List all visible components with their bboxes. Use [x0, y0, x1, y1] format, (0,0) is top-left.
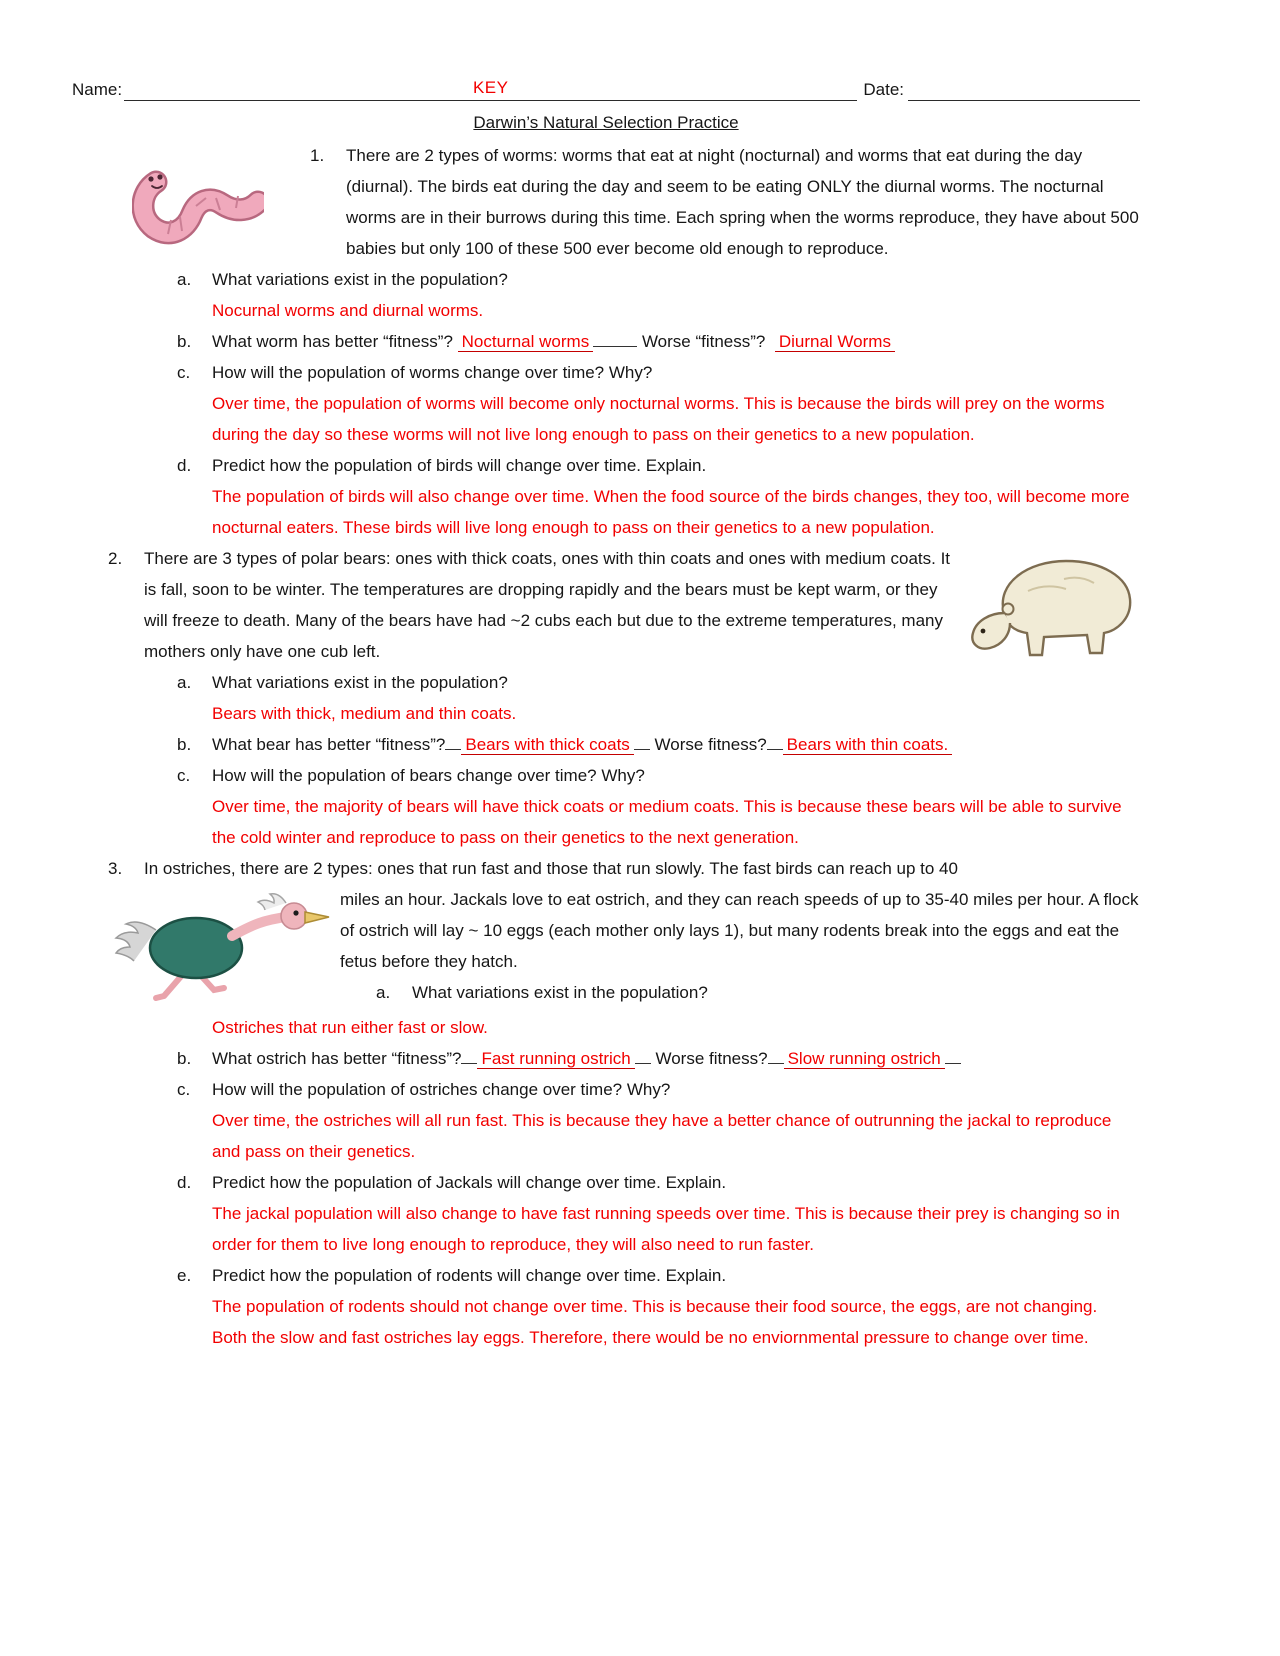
q2-number: 2. [108, 549, 123, 568]
q2-item-a [177, 667, 1140, 698]
q3-b-question2: Worse fitness? [655, 1049, 768, 1068]
q1-number: 1. [310, 146, 325, 165]
q2-c-answer: Over time, the majority of bears will have thick coats or medium coats. This is because these bears will be able to survive the cold winter and reproduce to pass on their genetics to the next generation. [212, 797, 1122, 847]
q2-b-question1: What bear has better “fitness”? [212, 735, 446, 754]
q3-d-answer: The jackal population will also change to have fast running speeds over time. This is because their prey is changing so in order for them to live long enough to reproduce, they will also need to run faster. [212, 1204, 1120, 1254]
ostrich-icon [98, 890, 330, 1012]
q2-prompt: There are 3 types of polar bears: ones with thick coats, ones with thin coats and ones with medium coats. It is fall, soon to be winter. The temperatures are dropping rapidly and the bears must be kept warm, or they will freeze to death. Many of the bears have had ~2 cubs each but due to the extreme temperatures, many mothers only have one cub left. [144, 549, 951, 661]
q2-b-answer1: Bears with thick coats [461, 735, 633, 755]
q3-c-question: How will the population of ostriches change over time? Why? [212, 1080, 671, 1099]
polar-bear-icon [968, 539, 1140, 665]
q2-a-question: What variations exist in the population? [212, 673, 508, 692]
q3-c-answer: Over time, the ostriches will all run fast. This is because they have a better chance of outrunning the jackal to reproduce and pass on their genetics. [212, 1111, 1112, 1161]
q1-item-b [177, 326, 1140, 357]
q3-item-b [177, 1043, 1140, 1074]
q2-a-letter: a. [177, 673, 192, 692]
q3-b-answer2: Slow running ostrich [784, 1049, 945, 1069]
q3-e-question: Predict how the population of rodents will change over time. Explain. [212, 1266, 727, 1285]
ostrich-illustration [72, 884, 340, 1012]
q3-prompt-rest: miles an hour. Jackals love to eat ostrich, and they can reach speeds of up to 35-40 miles per hour. A flock of ostrich will lay ~ 10 eggs (each mother only lays 1), but many rodents break into the eggs and eat the fetus before they hatch. [340, 890, 1139, 971]
q1-b-answer2: Diurnal Worms [775, 332, 895, 352]
key-answer: KEY [472, 78, 509, 97]
name-label: Name: [72, 80, 123, 99]
question-1 [72, 140, 1140, 264]
q3-e-letter: e. [177, 1266, 192, 1285]
q3-a-letter: a. [376, 983, 391, 1002]
q1-c-letter: c. [177, 363, 191, 382]
q1-d-question: Predict how the population of birds will change over time. Explain. [212, 456, 707, 475]
q3-b-letter: b. [177, 1049, 192, 1068]
question-3 [72, 853, 1140, 884]
q3-body [72, 884, 1140, 1012]
page-title: Darwin’s Natural Selection Practice [473, 113, 739, 132]
q1-a-letter: a. [177, 270, 192, 289]
q1-item-c [177, 357, 1140, 388]
q3-b-question1: What ostrich has better “fitness”? [212, 1049, 462, 1068]
q2-c-letter: c. [177, 766, 191, 785]
q3-item-c [177, 1074, 1140, 1105]
q2-b-answer2: Bears with thin coats. [783, 735, 953, 755]
question-2 [72, 543, 1140, 667]
header [72, 74, 1140, 105]
worm-icon [132, 154, 264, 256]
q1-b-letter: b. [177, 332, 192, 351]
q2-a-answer: Bears with thick, medium and thin coats. [212, 704, 517, 723]
worm-illustration [72, 140, 310, 264]
q3-d-question: Predict how the population of Jackals will change over time. Explain. [212, 1173, 727, 1192]
q2-item-b [177, 729, 1140, 760]
date-label: Date: [863, 80, 904, 99]
date-blank [908, 77, 1140, 101]
q3-a-answer: Ostriches that run either fast or slow. [212, 1018, 488, 1037]
q3-b-answer1: Fast running ostrich [477, 1049, 634, 1069]
q3-item-a [376, 977, 1140, 1008]
q3-e-answer: The population of rodents should not change over time. This is because their food source, the eggs, are not changing. Both the slow and fast ostriches lay eggs. Therefore, there would be no enviornmental pressure to change over time. [212, 1297, 1098, 1347]
q2-item-c [177, 760, 1140, 791]
polar-bear-illustration [968, 539, 1140, 665]
q1-d-letter: d. [177, 456, 192, 475]
q1-item-d [177, 450, 1140, 481]
q1-b-question1: What worm has better “fitness”? [212, 332, 453, 351]
name-blank [124, 76, 857, 101]
q1-b-blank [593, 327, 637, 347]
q3-item-d [177, 1167, 1140, 1198]
q3-prompt-line1: In ostriches, there are 2 types: ones that run fast and those that run slowly. The fast birds can reach up to 40 [144, 859, 958, 878]
q1-a-answer: Nocurnal worms and diurnal worms. [212, 301, 484, 320]
q1-c-answer: Over time, the population of worms will become only nocturnal worms. This is because the birds will prey on the worms during the day so these worms will not live long enough to pass on their genetics to a new population. [212, 394, 1105, 444]
q1-prompt: There are 2 types of worms: worms that eat at night (nocturnal) and worms that eat during the day (diurnal). The birds eat during the day and seem to be eating ONLY the diurnal worms. The nocturnal worms are in their burrows during this time. Each spring when the worms reproduce, they have about 500 babies but only 100 of these 500 ever become old enough to reproduce. [346, 146, 1139, 258]
q3-number: 3. [108, 859, 123, 878]
q1-a-question: What variations exist in the population? [212, 270, 508, 289]
q2-b-question2: Worse fitness? [654, 735, 767, 754]
q1-item-a [177, 264, 1140, 295]
q3-d-letter: d. [177, 1173, 192, 1192]
q3-a-question: What variations exist in the population? [412, 983, 708, 1002]
q2-b-letter: b. [177, 735, 192, 754]
q1-b-answer1: Nocturnal worms [458, 332, 594, 352]
q1-c-question: How will the population of worms change over time? Why? [212, 363, 653, 382]
q1-d-answer: The population of birds will also change over time. When the food source of the birds changes, they too, will become more nocturnal eaters. These birds will live long enough to pass on their genetics to a new population. [212, 487, 1130, 537]
q2-c-question: How will the population of bears change over time? Why? [212, 766, 645, 785]
q3-item-e [177, 1260, 1140, 1291]
q3-c-letter: c. [177, 1080, 191, 1099]
q1-b-question2: Worse “fitness”? [641, 332, 766, 351]
